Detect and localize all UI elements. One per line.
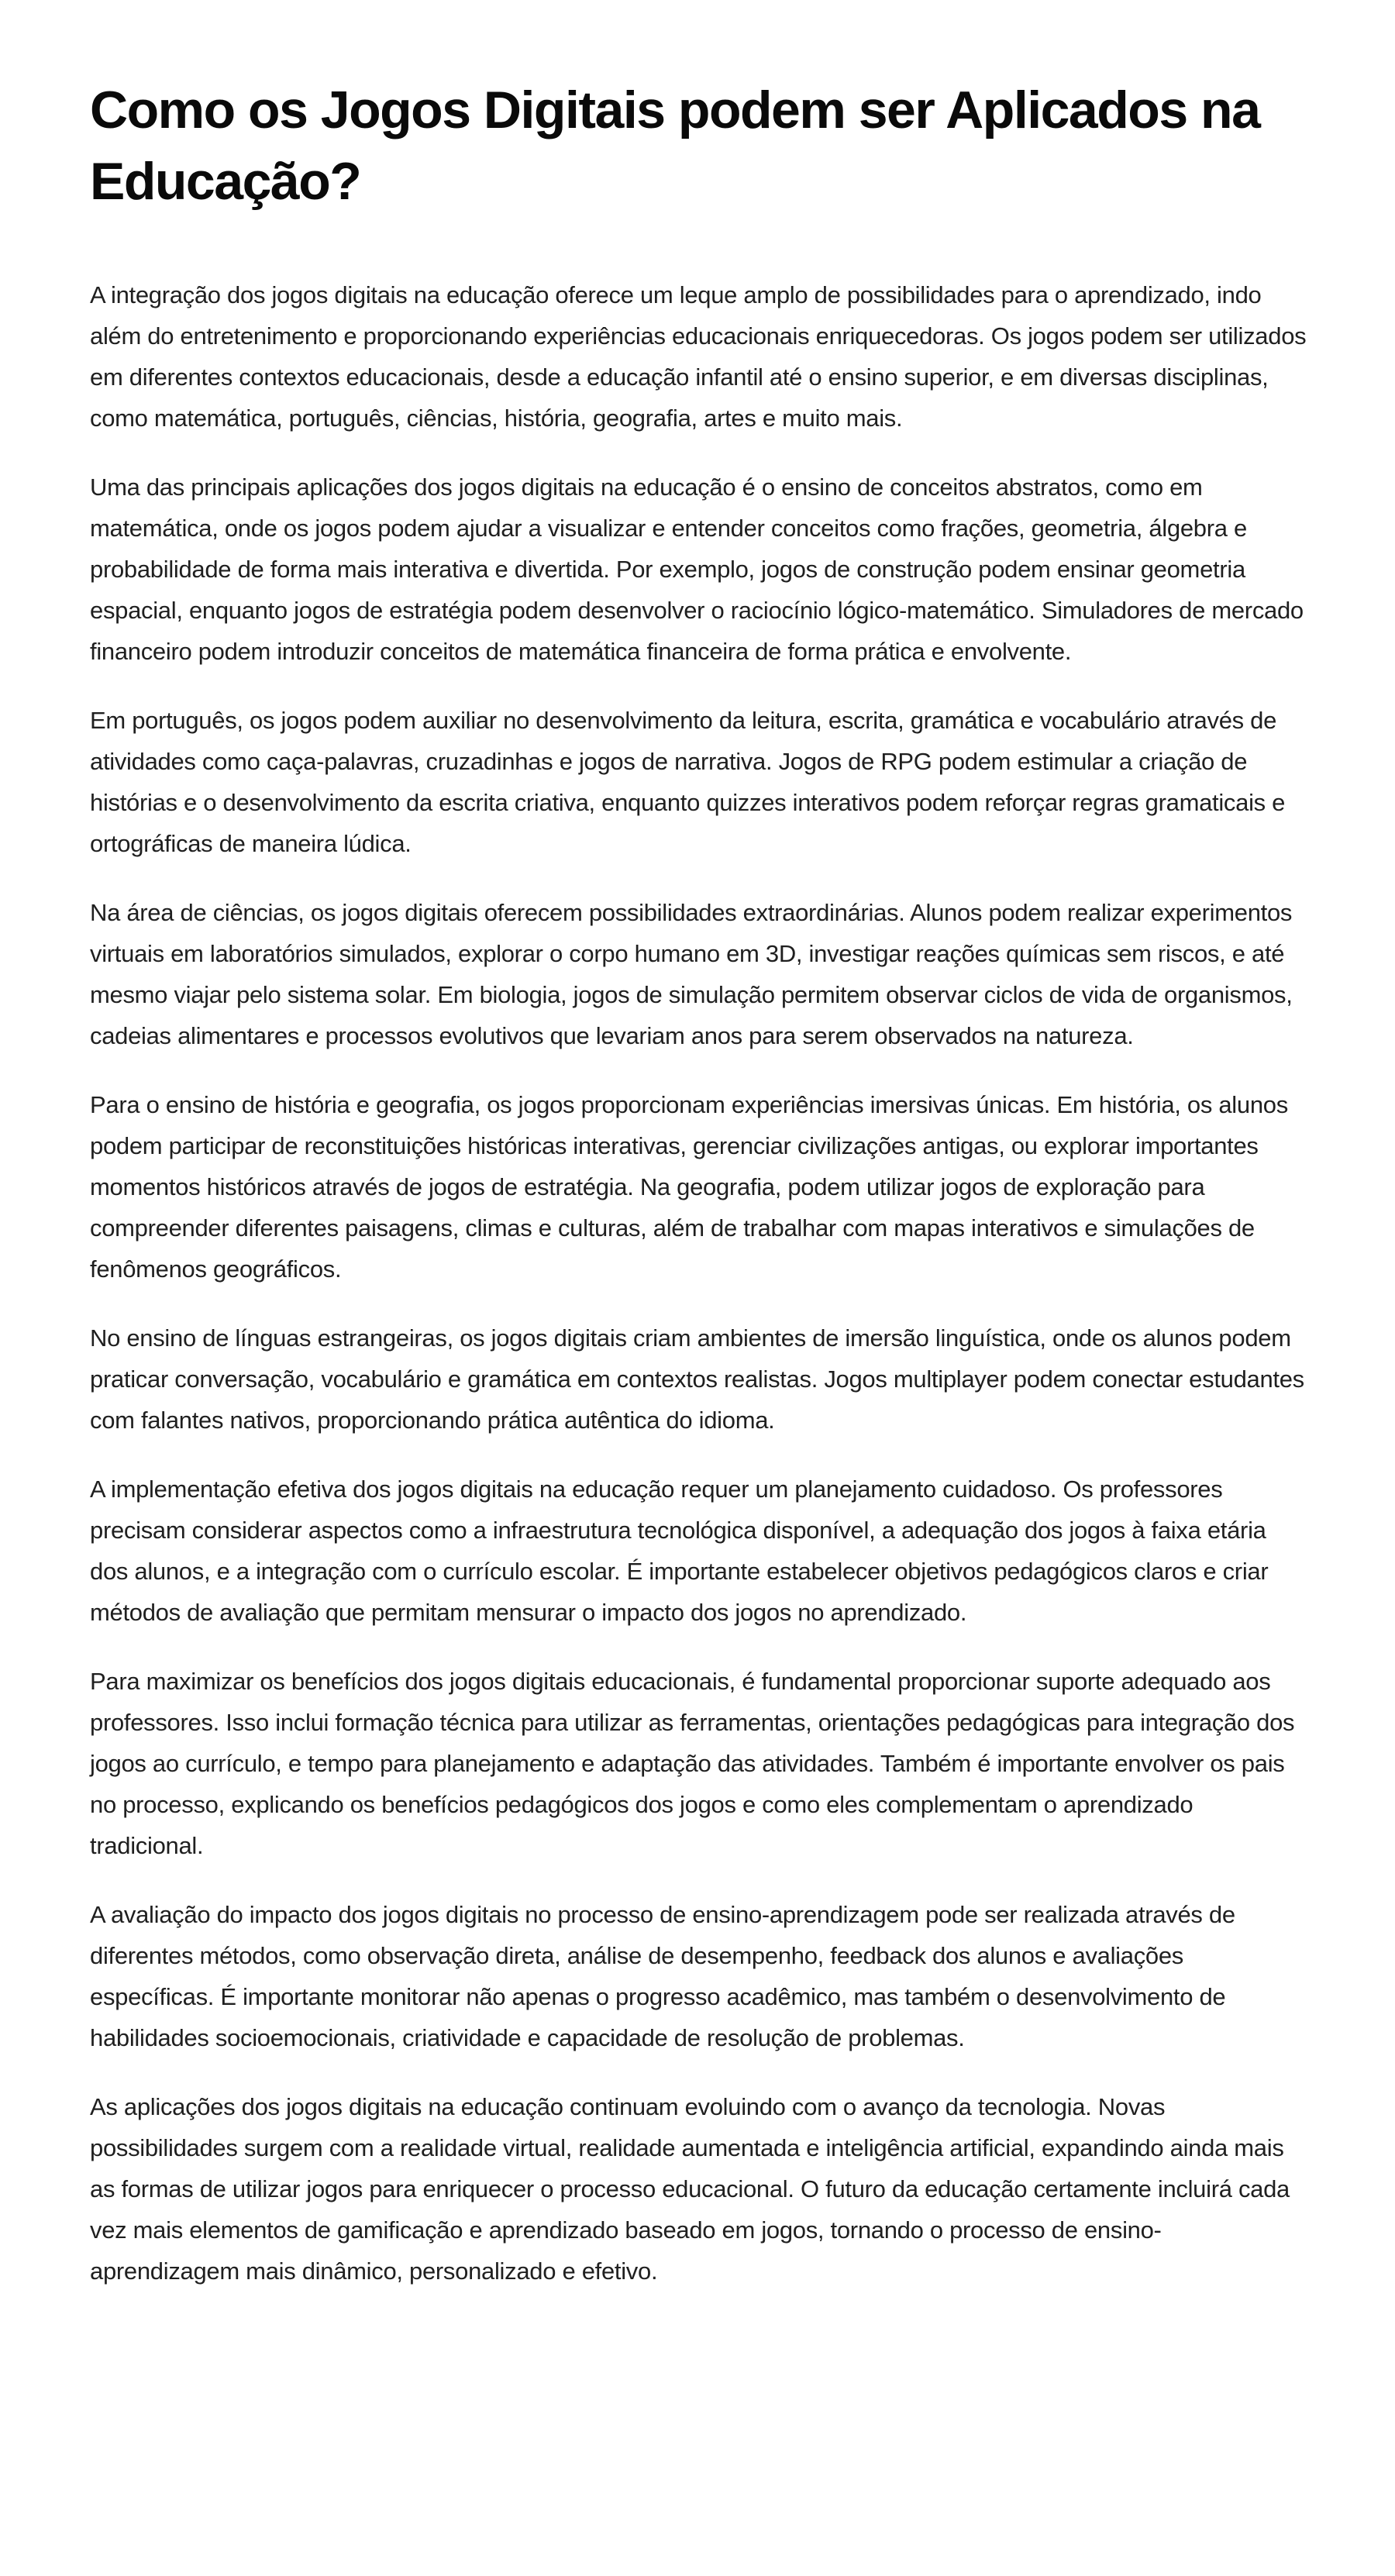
paragraph-history-geography: Para o ensino de história e geografia, os jogos proporcionam experiências imersivas únicas. Em história, os alunos podem participar de reconstituições históricas interativas, gerenciar civilizações antigas, ou explorar importantes momentos históricos através de jogos de estratégia. Na geografia, podem utilizar jogos de exploração para compreender diferentes paisagens, climas e culturas, além de trabalhar com mapas interativos e simulações de fenômenos geográficos.: [90, 1091, 1288, 1283]
page-title: Como os Jogos Digitais podem ser Aplicados na Educação?: [90, 81, 1260, 211]
paragraph-future: As aplicações dos jogos digitais na educação continuam evoluindo com o avanço da tecnologia. Novas possibilidades surgem com a realidade virtual, realidade aumentada e inteligência artificial, expandindo ainda mais as formas de utilizar jogos para enriquecer o processo educacional. O futuro da educação certamente incluirá cada vez mais elementos de gamificação e aprendizado baseado em jogos, tornando o processo de ensino-aprendizagem mais dinâmico, personalizado e efetivo.: [90, 2093, 1290, 2285]
paragraph-mathematics: Uma das principais aplicações dos jogos digitais na educação é o ensino de conceitos abstratos, como em matemática, onde os jogos podem ajudar a visualizar e entender conceitos como frações, geometria, álgebra e probabilidade de forma mais interativa e divertida. Por exemplo, jogos de construção podem ensinar geometria espacial, enquanto jogos de estratégia podem desenvolver o raciocínio lógico-matemático. Simuladores de mercado financeiro podem introduzir conceitos de matemática financeira de forma prática e envolvente.: [90, 474, 1304, 665]
paragraph-evaluation: A avaliação do impacto dos jogos digitais no processo de ensino-aprendizagem pode ser realizada através de diferentes métodos, como observação direta, análise de desempenho, feedback dos alunos e avaliações específicas. É importante monitorar não apenas o progresso acadêmico, mas também o desenvolvimento de habilidades socioemocionais, criatividade e capacidade de resolução de problemas.: [90, 1901, 1235, 2051]
paragraph-foreign-languages: No ensino de línguas estrangeiras, os jogos digitais criam ambientes de imersão linguística, onde os alunos podem praticar conversação, vocabulário e gramática em contextos realistas. Jogos multiplayer podem conectar estudantes com falantes nativos, proporcionando prática autêntica do idioma.: [90, 1324, 1304, 1434]
paragraph-intro: A integração dos jogos digitais na educação oferece um leque amplo de possibilidades para o aprendizado, indo além do entretenimento e proporcionando experiências educacionais enriquecedoras. Os jogos podem ser utilizados em diferentes contextos educacionais, desde a educação infantil até o ensino superior, e em diversas disciplinas, como matemática, português, ciências, história, geografia, artes e muito mais.: [90, 281, 1307, 432]
paragraph-teacher-support: Para maximizar os benefícios dos jogos digitais educacionais, é fundamental proporcionar suporte adequado aos professores. Isso inclui formação técnica para utilizar as ferramentas, orientações pedagógicas para integração dos jogos ao currículo, e tempo para planejamento e adaptação das atividades. Também é importante envolver os pais no processo, explicando os benefícios pedagógicos dos jogos e como eles complementam o aprendizado tradicional.: [90, 1668, 1295, 1859]
paragraph-portuguese: Em português, os jogos podem auxiliar no desenvolvimento da leitura, escrita, gramática e vocabulário através de atividades como caça-palavras, cruzadinhas e jogos de narrativa. Jogos de RPG podem estimular a criação de histórias e o desenvolvimento da escrita criativa, enquanto quizzes interativos podem reforçar regras gramaticais e ortográficas de maneira lúdica.: [90, 707, 1286, 857]
paragraph-sciences: Na área de ciências, os jogos digitais oferecem possibilidades extraordinárias. Alunos podem realizar experimentos virtuais em laboratórios simulados, explorar o corpo humano em 3D, investigar reações químicas sem riscos, e até mesmo viajar pelo sistema solar. Em biologia, jogos de simulação permitem observar ciclos de vida de organismos, cadeias alimentares e processos evolutivos que levariam anos para serem observados na natureza.: [90, 899, 1293, 1049]
paragraph-implementation: A implementação efetiva dos jogos digitais na educação requer um planejamento cuidadoso. Os professores precisam considerar aspectos como a infraestrutura tecnológica disponível, a adequação dos jogos à faixa etária dos alunos, e a integração com o currículo escolar. É importante estabelecer objetivos pedagógicos claros e criar métodos de avaliação que permitam mensurar o impacto dos jogos no aprendizado.: [90, 1476, 1269, 1626]
article: [90, 0, 1307, 2292]
